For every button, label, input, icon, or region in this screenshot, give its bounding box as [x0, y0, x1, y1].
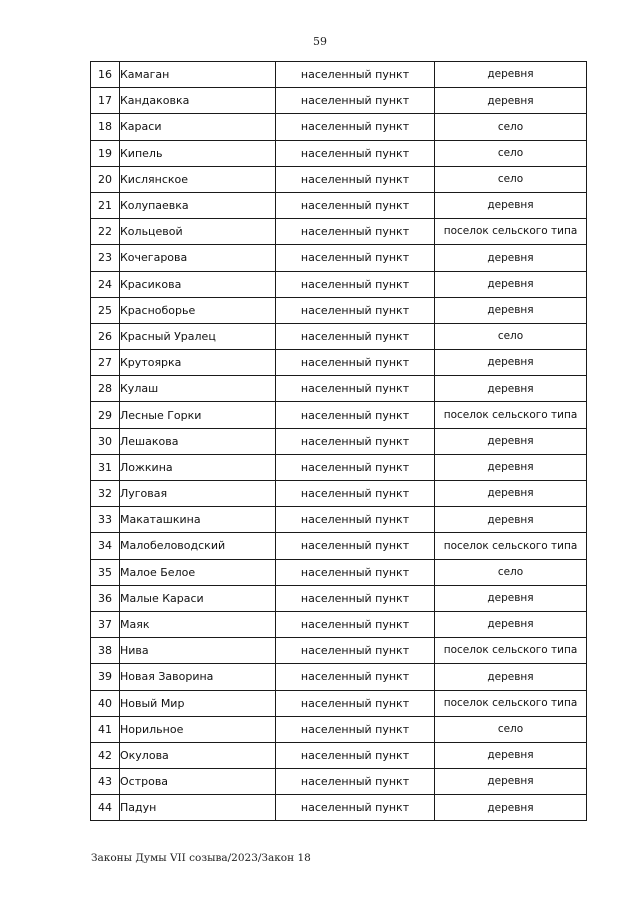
settlement-category-cell: населенный пункт — [276, 271, 435, 297]
settlement-name-cell: Камаган — [120, 62, 276, 88]
table-row — [91, 690, 587, 716]
settlement-category-cell: населенный пункт — [276, 507, 435, 533]
settlement-name-cell: Крутоярка — [120, 350, 276, 376]
row-number-cell: 19 — [91, 140, 120, 166]
settlement-category-cell: населенный пункт — [276, 140, 435, 166]
table-row — [91, 742, 587, 768]
row-number-cell: 22 — [91, 219, 120, 245]
document-footer: Законы Думы VII созыва/2023/Закон 18 — [91, 852, 311, 864]
settlement-kind-cell: деревня — [435, 297, 587, 323]
settlement-kind-cell: деревня — [435, 376, 587, 402]
row-number-cell: 32 — [91, 481, 120, 507]
settlement-name-cell: Кочегарова — [120, 245, 276, 271]
table-row — [91, 376, 587, 402]
settlement-category-cell: населенный пункт — [276, 716, 435, 742]
row-number-cell: 36 — [91, 585, 120, 611]
settlement-category-cell: населенный пункт — [276, 376, 435, 402]
settlement-kind-cell: деревня — [435, 350, 587, 376]
settlement-name-cell: Макаташкина — [120, 507, 276, 533]
settlement-name-cell: Караси — [120, 114, 276, 140]
settlement-category-cell: населенный пункт — [276, 219, 435, 245]
settlement-kind-cell: деревня — [435, 769, 587, 795]
settlement-category-cell: населенный пункт — [276, 297, 435, 323]
settlement-category-cell: населенный пункт — [276, 795, 435, 821]
settlement-kind-cell: село — [435, 140, 587, 166]
table-row — [91, 533, 587, 559]
table-row — [91, 454, 587, 480]
settlement-kind-cell: деревня — [435, 507, 587, 533]
settlement-category-cell: населенный пункт — [276, 769, 435, 795]
settlement-category-cell: населенный пункт — [276, 664, 435, 690]
row-number-cell: 43 — [91, 769, 120, 795]
row-number-cell: 20 — [91, 166, 120, 192]
row-number-cell: 30 — [91, 428, 120, 454]
settlement-category-cell: населенный пункт — [276, 611, 435, 637]
table-row — [91, 428, 587, 454]
row-number-cell: 40 — [91, 690, 120, 716]
settlement-kind-cell: поселок сельского типа — [435, 533, 587, 559]
settlement-name-cell: Кандаковка — [120, 88, 276, 114]
table-row — [91, 559, 587, 585]
row-number-cell: 35 — [91, 559, 120, 585]
settlement-name-cell: Новая Заворина — [120, 664, 276, 690]
settlement-name-cell: Малобеловодский — [120, 533, 276, 559]
settlement-name-cell: Красикова — [120, 271, 276, 297]
row-number-cell: 38 — [91, 638, 120, 664]
row-number-cell: 21 — [91, 192, 120, 218]
settlement-kind-cell: деревня — [435, 245, 587, 271]
row-number-cell: 34 — [91, 533, 120, 559]
settlement-kind-cell: деревня — [435, 742, 587, 768]
settlement-name-cell: Маяк — [120, 611, 276, 637]
settlement-name-cell: Кипель — [120, 140, 276, 166]
settlement-name-cell: Малые Караси — [120, 585, 276, 611]
page-number: 59 — [313, 35, 327, 48]
settlement-category-cell: населенный пункт — [276, 638, 435, 664]
settlement-kind-cell: поселок сельского типа — [435, 219, 587, 245]
settlement-category-cell: населенный пункт — [276, 585, 435, 611]
settlement-name-cell: Красноборье — [120, 297, 276, 323]
settlement-name-cell: Новый Мир — [120, 690, 276, 716]
settlement-category-cell: населенный пункт — [276, 690, 435, 716]
row-number-cell: 37 — [91, 611, 120, 637]
table-row — [91, 219, 587, 245]
settlement-kind-cell: деревня — [435, 428, 587, 454]
row-number-cell: 41 — [91, 716, 120, 742]
settlement-kind-cell: поселок сельского типа — [435, 690, 587, 716]
table-row — [91, 481, 587, 507]
row-number-cell: 18 — [91, 114, 120, 140]
row-number-cell: 26 — [91, 323, 120, 349]
row-number-cell: 25 — [91, 297, 120, 323]
settlement-name-cell: Кислянское — [120, 166, 276, 192]
settlement-kind-cell: село — [435, 716, 587, 742]
row-number-cell: 17 — [91, 88, 120, 114]
settlement-name-cell: Малое Белое — [120, 559, 276, 585]
settlement-name-cell: Кулаш — [120, 376, 276, 402]
row-number-cell: 44 — [91, 795, 120, 821]
row-number-cell: 33 — [91, 507, 120, 533]
settlement-name-cell: Луговая — [120, 481, 276, 507]
table-row — [91, 585, 587, 611]
settlement-kind-cell: деревня — [435, 192, 587, 218]
settlement-kind-cell: село — [435, 323, 587, 349]
row-number-cell: 39 — [91, 664, 120, 690]
settlement-category-cell: населенный пункт — [276, 114, 435, 140]
settlement-name-cell: Окулова — [120, 742, 276, 768]
table-row — [91, 716, 587, 742]
settlement-category-cell: населенный пункт — [276, 559, 435, 585]
settlement-name-cell: Красный Уралец — [120, 323, 276, 349]
settlement-kind-cell: деревня — [435, 664, 587, 690]
settlement-category-cell: населенный пункт — [276, 350, 435, 376]
row-number-cell: 31 — [91, 454, 120, 480]
settlement-kind-cell: деревня — [435, 454, 587, 480]
row-number-cell: 28 — [91, 376, 120, 402]
settlements-table-body — [91, 62, 587, 821]
settlement-kind-cell: село — [435, 166, 587, 192]
settlement-category-cell: населенный пункт — [276, 533, 435, 559]
settlement-name-cell: Нива — [120, 638, 276, 664]
settlement-category-cell: населенный пункт — [276, 428, 435, 454]
table-row — [91, 611, 587, 637]
table-row — [91, 297, 587, 323]
settlement-kind-cell: село — [435, 114, 587, 140]
settlement-category-cell: населенный пункт — [276, 742, 435, 768]
settlement-category-cell: населенный пункт — [276, 166, 435, 192]
settlement-name-cell: Острова — [120, 769, 276, 795]
table-row — [91, 507, 587, 533]
settlement-name-cell: Ложкина — [120, 454, 276, 480]
table-row — [91, 62, 587, 88]
row-number-cell: 42 — [91, 742, 120, 768]
settlement-category-cell: населенный пункт — [276, 454, 435, 480]
row-number-cell: 29 — [91, 402, 120, 428]
table-row — [91, 769, 587, 795]
settlement-category-cell: населенный пункт — [276, 192, 435, 218]
settlement-name-cell: Кольцевой — [120, 219, 276, 245]
table-row — [91, 350, 587, 376]
settlement-kind-cell: деревня — [435, 62, 587, 88]
settlement-kind-cell: село — [435, 559, 587, 585]
table-row — [91, 795, 587, 821]
settlement-name-cell: Норильное — [120, 716, 276, 742]
table-row — [91, 114, 587, 140]
settlement-category-cell: населенный пункт — [276, 245, 435, 271]
table-row — [91, 323, 587, 349]
settlement-name-cell: Падун — [120, 795, 276, 821]
table-row — [91, 88, 587, 114]
row-number-cell: 27 — [91, 350, 120, 376]
settlement-category-cell: населенный пункт — [276, 323, 435, 349]
table-row — [91, 140, 587, 166]
settlement-kind-cell: деревня — [435, 795, 587, 821]
settlement-kind-cell: деревня — [435, 481, 587, 507]
table-row — [91, 271, 587, 297]
settlement-kind-cell: деревня — [435, 88, 587, 114]
settlements-table — [90, 61, 587, 821]
row-number-cell: 23 — [91, 245, 120, 271]
row-number-cell: 24 — [91, 271, 120, 297]
table-row — [91, 192, 587, 218]
row-number-cell: 16 — [91, 62, 120, 88]
settlement-kind-cell: деревня — [435, 271, 587, 297]
settlement-name-cell: Лесные Горки — [120, 402, 276, 428]
settlement-name-cell: Колупаевка — [120, 192, 276, 218]
table-row — [91, 664, 587, 690]
settlement-kind-cell: поселок сельского типа — [435, 402, 587, 428]
settlement-category-cell: населенный пункт — [276, 481, 435, 507]
settlement-category-cell: населенный пункт — [276, 402, 435, 428]
table-row — [91, 166, 587, 192]
settlement-kind-cell: деревня — [435, 611, 587, 637]
table-row — [91, 638, 587, 664]
settlement-kind-cell: деревня — [435, 585, 587, 611]
settlement-name-cell: Лешакова — [120, 428, 276, 454]
table-row — [91, 402, 587, 428]
settlement-category-cell: населенный пункт — [276, 88, 435, 114]
settlement-category-cell: населенный пункт — [276, 62, 435, 88]
table-row — [91, 245, 587, 271]
settlement-kind-cell: поселок сельского типа — [435, 638, 587, 664]
